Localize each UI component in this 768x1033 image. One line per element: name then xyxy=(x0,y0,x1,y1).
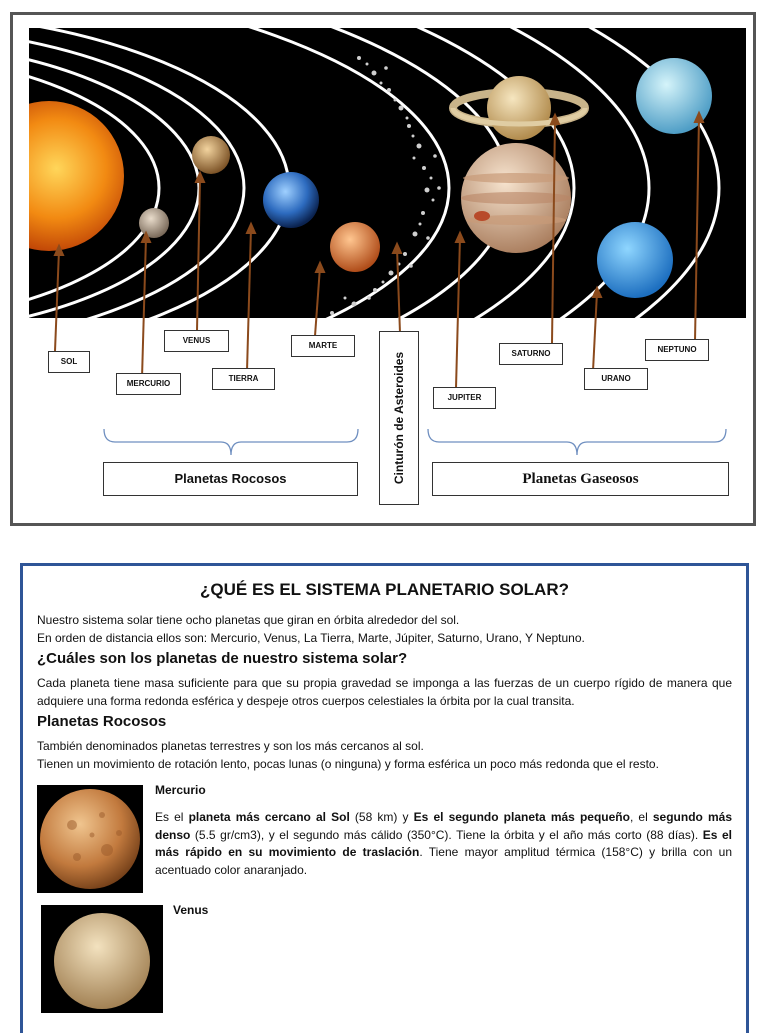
gas-brace xyxy=(427,425,727,457)
asteroid-belt-box xyxy=(379,331,419,505)
question-paragraph: Cada planeta tiene masa suficiente para que su propia gravedad se imponga a las fuerzas de un cuerpo rígido de manera que adquiere una forma redonda esférica y despeje otros cuerpos celestiales la órbita por la cual transita. xyxy=(37,676,732,708)
mercury-bold-2: Es el segundo planeta más pequeño xyxy=(413,810,630,824)
label-marte: MARTE xyxy=(291,335,355,357)
mercury-text-1: Es el xyxy=(155,810,189,824)
label-urano: URANO xyxy=(584,368,648,390)
mercury-bold-4: Es el más rápido en su movimiento de traslación xyxy=(155,827,732,859)
asteroid-belt-label: Cinturón de Asteroides xyxy=(392,351,406,485)
label-saturno: SATURNO xyxy=(499,343,563,365)
venus-title: Venus xyxy=(173,903,209,917)
rocky-line-1: También denominados planetas terrestres y son los más cercanos al sol. xyxy=(37,739,424,753)
mercury-paragraph xyxy=(155,809,732,879)
label-neptuno: NEPTUNO xyxy=(645,339,709,361)
label-tierra: TIERRA xyxy=(212,368,275,390)
mercury-text-5: . Tiene mayor amplitud térmica (158°C) y brilla con un acentuado color anaranjado. xyxy=(155,845,733,877)
mercury-bold-3: segundo más denso xyxy=(155,810,733,842)
solar-system-diagram xyxy=(10,12,756,526)
rocky-heading: Planetas Rocosos xyxy=(37,713,167,730)
venus-photo xyxy=(41,905,163,1013)
venus-entry xyxy=(37,903,732,1015)
rocky-line-2: Tienen un movimiento de rotación lento, pocas lunas (o ninguna) y forma esférica un poco más redonda que el resto. xyxy=(37,756,659,771)
rocky-brace xyxy=(103,425,359,457)
label-jupiter: JUPITER xyxy=(433,387,496,409)
intro-line-1: Nuestro sistema solar tiene ocho planetas que giran en órbita alrededor del sol. xyxy=(37,613,460,627)
label-sol: SOL xyxy=(48,351,90,373)
mercury-text-3: , el xyxy=(629,810,653,824)
intro-line-2: En orden de distancia ellos son: Mercurio, Venus, La Tierra, Marte, Júpiter, Saturno, Urano, Y Neptuno. xyxy=(37,630,585,645)
mercury-text-2: (58 km) y xyxy=(349,810,414,824)
mercury-photo xyxy=(37,785,143,893)
article-title: ¿QUÉ ES EL SISTEMA PLANETARIO SOLAR? xyxy=(200,580,569,599)
mercury-text-4: (5.5 gr/cm3), y el segundo más cálido (350°C). Tiene la órbita y el año más corto (88 días). xyxy=(190,827,703,842)
label-mercurio: MERCURIO xyxy=(116,373,181,395)
article-panel xyxy=(20,563,749,1033)
mercury-title: Mercurio xyxy=(155,783,206,797)
label-venus: VENUS xyxy=(164,330,229,352)
mercury-entry xyxy=(37,783,732,895)
rocky-planets-box: Planetas Rocosos xyxy=(103,462,358,496)
mercury-bold-1: planeta más cercano al Sol xyxy=(188,810,350,824)
gas-planets-box: Planetas Gaseosos xyxy=(432,462,729,496)
question-heading: ¿Cuáles son los planetas de nuestro sistema solar? xyxy=(37,650,408,667)
